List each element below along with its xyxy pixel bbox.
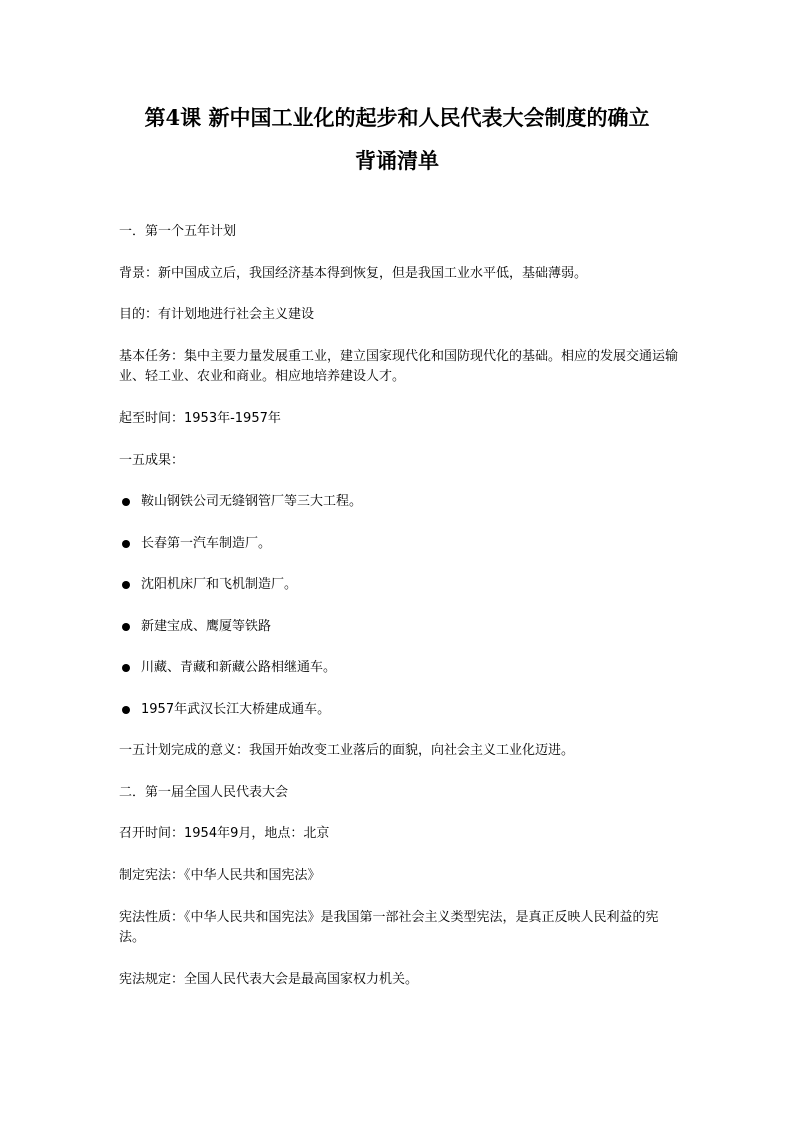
section1-significance: 一五计划完成的意义：我国开始改变工业落后的面貌，向社会主义工业化迈进。 (119, 743, 575, 758)
bullet-icon (122, 664, 130, 672)
section2-provision: 宪法规定：全国人民代表大会是最高国家权力机关。 (119, 972, 419, 987)
bullet-icon (122, 581, 130, 589)
achievement-item (119, 658, 679, 678)
achievement-text: 长春第一汽车制造厂。 (141, 536, 272, 551)
achievement-text: 新建宝成、鹰厦等铁路 (141, 619, 272, 634)
bullet-icon (122, 540, 130, 548)
achievement-item (119, 534, 679, 554)
achievement-item (119, 700, 679, 720)
section1-period: 起至时间：1953年-1957年 (119, 411, 281, 426)
section1-background: 背景：新中国成立后，我国经济基本得到恢复，但是我国工业水平低，基础薄弱。 (119, 266, 588, 281)
achievement-text: 1957年武汉长江大桥建成通车。 (141, 702, 331, 717)
achievement-text: 川藏、青藏和新藏公路相继通车。 (141, 660, 337, 675)
achievement-item (119, 492, 679, 512)
section1-heading: 一．第一个五年计划 (119, 224, 237, 239)
achievement-text: 沈阳机床厂和飞机制造厂。 (141, 577, 298, 592)
section1-task: 基本任务：集中主要力量发展重工业，建立国家现代化和国防现代化的基础。相应的发展交通运输业、轻工业、农业和商业。相应地培养建设人才。 (119, 349, 679, 384)
lesson-subtitle: 背诵清单 (355, 148, 439, 173)
achievement-item (119, 617, 679, 637)
achievement-text: 鞍山钢铁公司无缝钢管厂等三大工程。 (141, 494, 363, 509)
achievement-item (119, 575, 679, 595)
section2-time-place: 召开时间：1954年9月，地点：北京 (119, 826, 330, 841)
section2-constitution: 制定宪法：《中华人民共和国宪法》 (119, 868, 321, 883)
bullet-icon (122, 706, 130, 714)
section2-heading: 二．第一届全国人民代表大会 (119, 785, 289, 800)
bullet-icon (122, 623, 130, 631)
section1-purpose: 目的：有计划地进行社会主义建设 (119, 307, 315, 322)
bullet-icon (122, 498, 130, 506)
section1-achievements-label: 一五成果： (119, 453, 185, 468)
section2-nature: 宪法性质：《中华人民共和国宪法》是我国第一部社会主义类型宪法，是真正反映人民利益的宪法。 (119, 910, 659, 945)
lesson-title: 第4课 新中国工业化的起步和人民代表大会制度的确立 (144, 105, 650, 130)
